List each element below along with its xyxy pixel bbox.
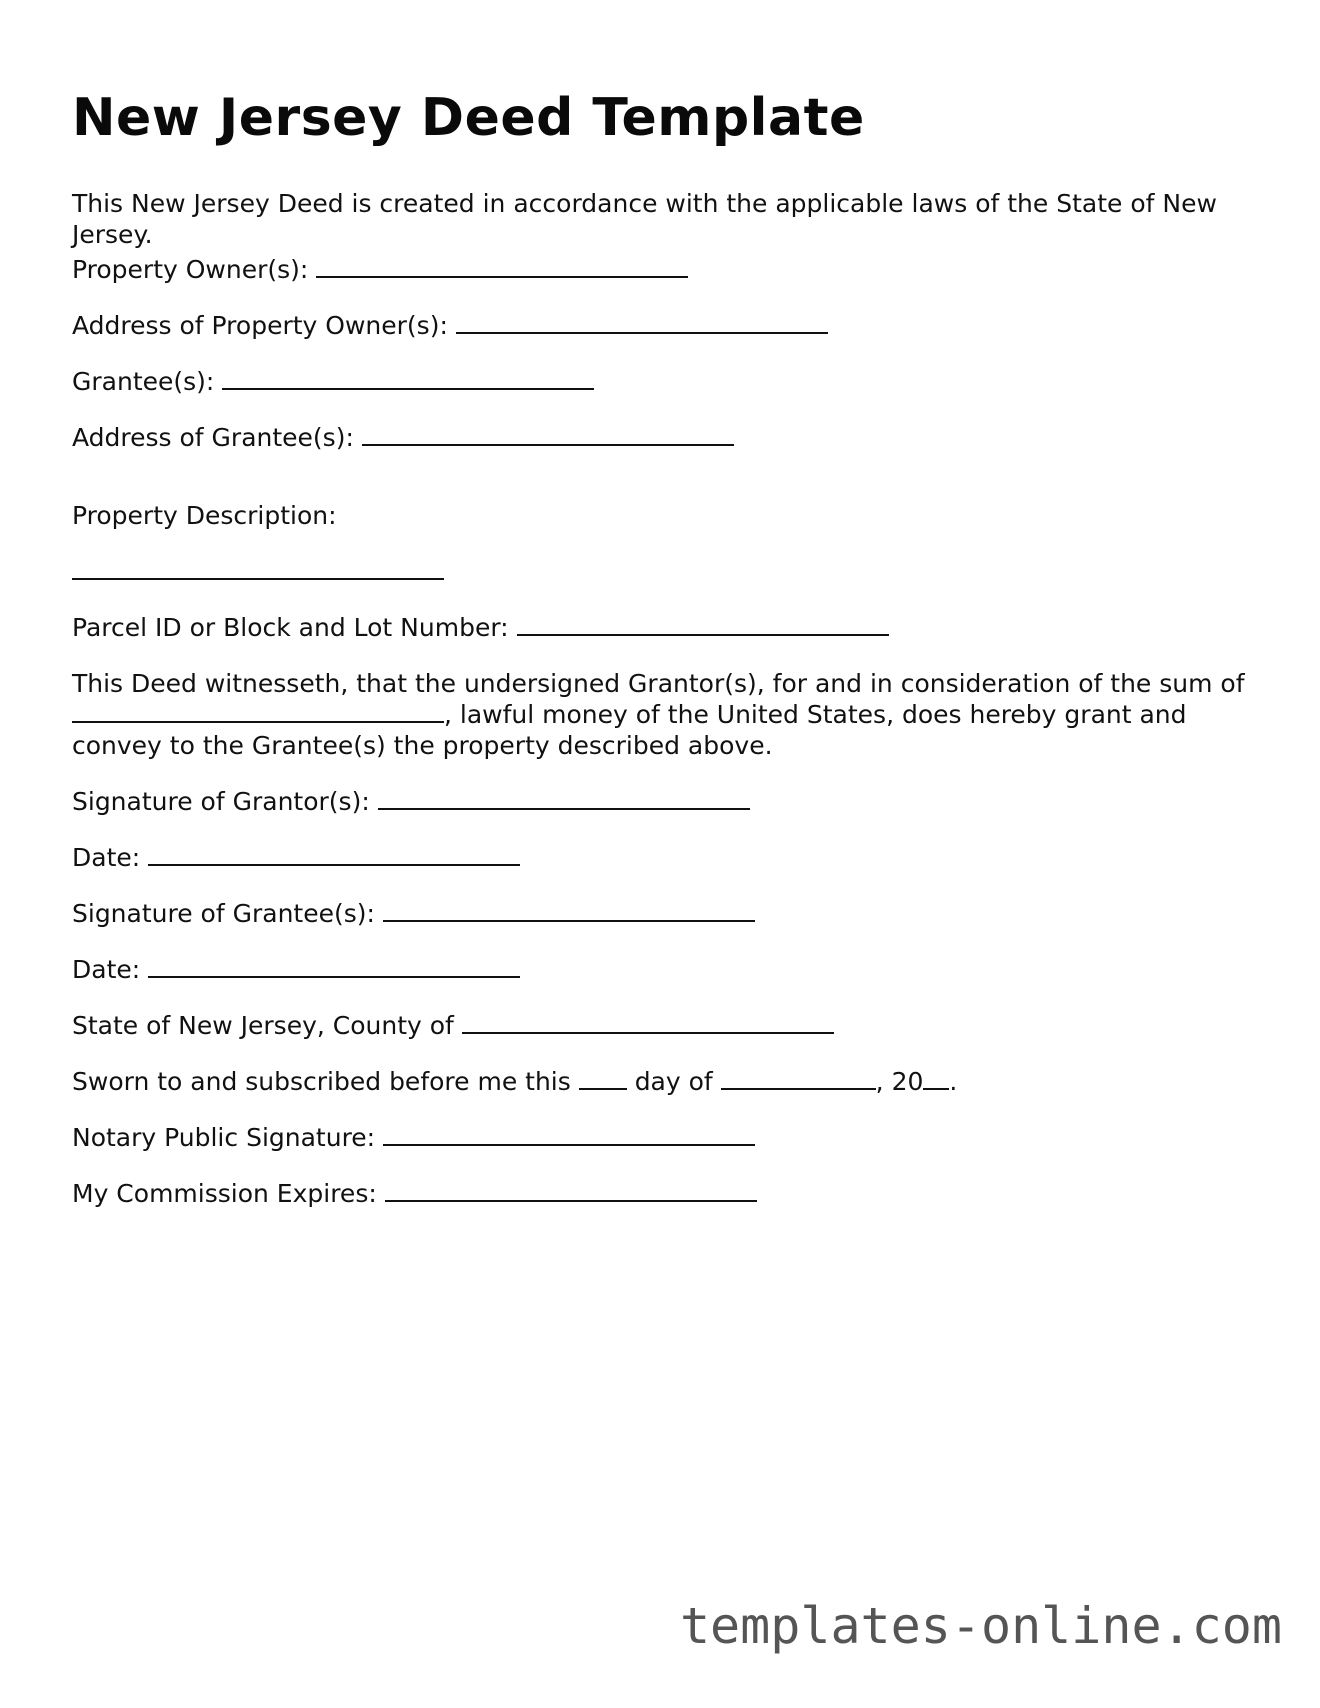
parcel-label: Parcel ID or Block and Lot Number: [72,613,509,642]
address-grantee-label: Address of Grantee(s): [72,423,354,452]
grantee-blank[interactable] [222,368,594,390]
date-grantor-field [72,842,520,873]
date-label: Date: [72,843,141,872]
sworn-year-prefix: , 20 [875,1067,924,1096]
notary-signature-blank[interactable] [383,1124,755,1146]
sworn-month-blank[interactable] [721,1068,876,1090]
signature-grantor-field [72,786,750,817]
property-owner-label: Property Owner(s): [72,255,309,284]
page-title: New Jersey Deed Template [72,88,865,148]
signature-grantor-label: Signature of Grantor(s): [72,787,370,816]
notary-field [72,1122,755,1153]
address-owner-label: Address of Property Owner(s): [72,311,448,340]
parcel-field [72,612,889,643]
sworn-day-blank[interactable] [579,1068,627,1090]
sworn-period: . [949,1067,958,1096]
consideration-sum-blank[interactable] [72,701,444,723]
date-grantor-blank[interactable] [148,844,520,866]
address-grantee-blank[interactable] [362,424,734,446]
commission-label: My Commission Expires: [72,1179,377,1208]
signature-grantee-label: Signature of Grantee(s): [72,899,375,928]
intro-paragraph: This New Jersey Deed is created in accordance with the applicable laws of the State of New Jersey. [72,189,1217,249]
property-description-label: Property Description: [72,501,337,530]
address-owner-blank[interactable] [456,312,828,334]
notary-label: Notary Public Signature: [72,1123,376,1152]
sworn-field [72,1066,957,1097]
property-description-blank[interactable] [72,558,444,580]
date-grantee-field [72,954,520,985]
witness-prefix: This Deed witnesseth, that the undersigned Grantor(s), for and in consideration of the sum of [72,669,1245,698]
watermark: templates-online.com [679,1597,1282,1655]
commission-field [72,1178,757,1209]
date-label: Date: [72,955,141,984]
county-label: State of New Jersey, County of [72,1011,454,1040]
property-owner-blank[interactable] [316,256,688,278]
signature-grantor-blank[interactable] [378,788,750,810]
address-grantee-field [72,422,734,453]
commission-blank[interactable] [385,1180,757,1202]
sworn-label: Sworn to and subscribed before me this [72,1067,571,1096]
address-owner-field [72,310,828,341]
witness-suffix: , lawful money of the United States, does hereby grant and convey to the Grantee(s) the property described above. [72,700,1187,760]
witness-paragraph [72,668,1252,761]
property-description-line [72,556,444,587]
grantee-label: Grantee(s): [72,367,215,396]
signature-grantee-blank[interactable] [383,900,755,922]
sworn-year-blank[interactable] [923,1068,949,1090]
county-blank[interactable] [462,1012,834,1034]
property-owner-field [72,254,688,285]
county-field [72,1010,834,1041]
date-grantee-blank[interactable] [148,956,520,978]
signature-grantee-field [72,898,755,929]
grantee-field [72,366,594,397]
sworn-day-of-label: day of [634,1067,713,1096]
parcel-blank[interactable] [517,614,889,636]
property-description-field [72,500,337,531]
